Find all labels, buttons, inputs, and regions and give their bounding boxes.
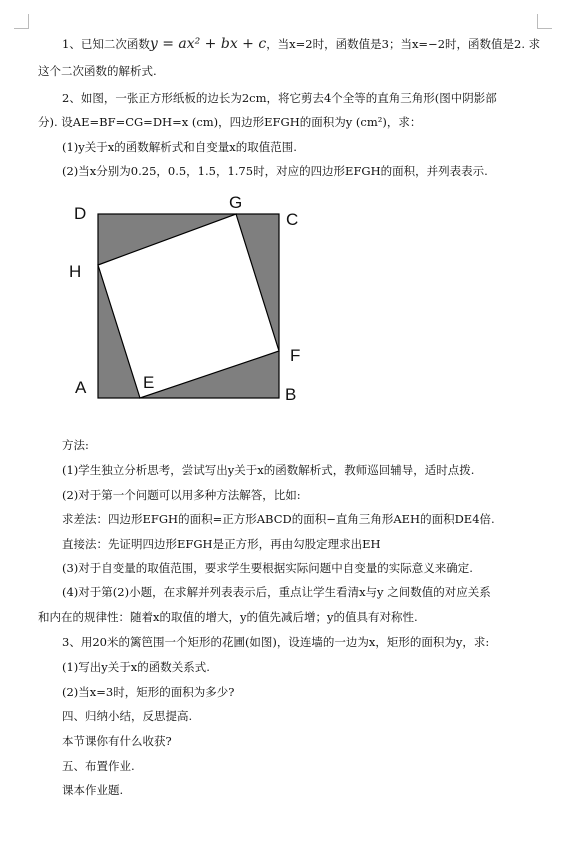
label-f: F [290, 346, 301, 365]
label-d: D [74, 204, 87, 223]
method-difference: 求差法：四边形EFGH的面积=正方形ABCD的面积−直角三角形AEH的面积DE4倍. [62, 512, 495, 526]
method-direct: 直接法：先证明四边形EFGH是正方形，再由勾股定理求出EH [62, 537, 381, 551]
label-h: H [69, 262, 82, 281]
label-a: A [75, 378, 87, 397]
method-2: (2)对于第一个问题可以用多种方法解答，比如: [62, 488, 301, 502]
label-g: G [229, 195, 243, 212]
methods-title: 方法: [62, 438, 89, 452]
quadratic-formula: y = ax² + bx + c [149, 36, 267, 52]
problem-1-line-2: 这个二次函数的解析式. [38, 64, 157, 78]
homework-assignment: 课本作业题. [62, 783, 124, 797]
square-figure [66, 195, 316, 415]
label-e: E [143, 373, 155, 392]
method-3: (3)对于自变量的取值范围，要求学生要根据实际问题中自变量的实际意义来确定. [62, 561, 473, 575]
page-corner-mark-right [537, 14, 552, 29]
section-summary: 四、归纳小结，反思提高. [62, 709, 193, 723]
problem-2-line-2: 分). 设AE=BF=CG=DH=x (cm)，四边形EFGH的面积为y (cm²)，求： [38, 115, 422, 129]
problem-3-question-2: (2)当x=3时，矩形的面积为多少? [62, 685, 235, 699]
problem-3-question-1: (1)写出y关于x的函数关系式. [62, 660, 210, 674]
section-homework: 五、布置作业. [62, 759, 135, 773]
method-4-line-1: (4)对于第(2)小题，在求解并列表表示后，重点让学生看清x与y 之间数值的对应关系 [62, 585, 491, 599]
problem-1-line-1 [62, 36, 540, 52]
problem-2-line-1: 2、如图，一张正方形纸板的边长为2cm，将它剪去4个全等的直角三角形(图中阴影部 [62, 91, 497, 105]
summary-question: 本节课你有什么收获? [62, 734, 172, 748]
method-1: (1)学生独立分析思考，尝试写出y关于x的函数解析式，教师巡回辅导，适时点拨. [62, 463, 475, 477]
page-corner-mark-left [14, 14, 29, 29]
problem-2-question-1: (1)y关于x的函数解析式和自变量x的取值范围. [62, 140, 297, 154]
problem-3-line-1: 3、用20米的篱笆围一个矩形的花圃(如图)，设连墙的一边为x，矩形的面积为y，求: [62, 635, 490, 649]
label-b: B [285, 385, 297, 404]
method-4-line-2: 和内在的规律性：随着x的取值的增大，y的值先减后增；y的值具有对称性. [38, 610, 418, 624]
problem-2-question-2: (2)当x分别为0.25，0.5，1.5，1.75时，对应的四边形EFGH的面积，并列表表示. [62, 164, 488, 178]
problem-1-suffix: ，当x=2时，函数值是3；当x=−2时，函数值是2. 求 [266, 37, 541, 51]
label-c: C [286, 210, 299, 229]
problem-1-prefix: 1、已知二次函数 [62, 37, 150, 51]
